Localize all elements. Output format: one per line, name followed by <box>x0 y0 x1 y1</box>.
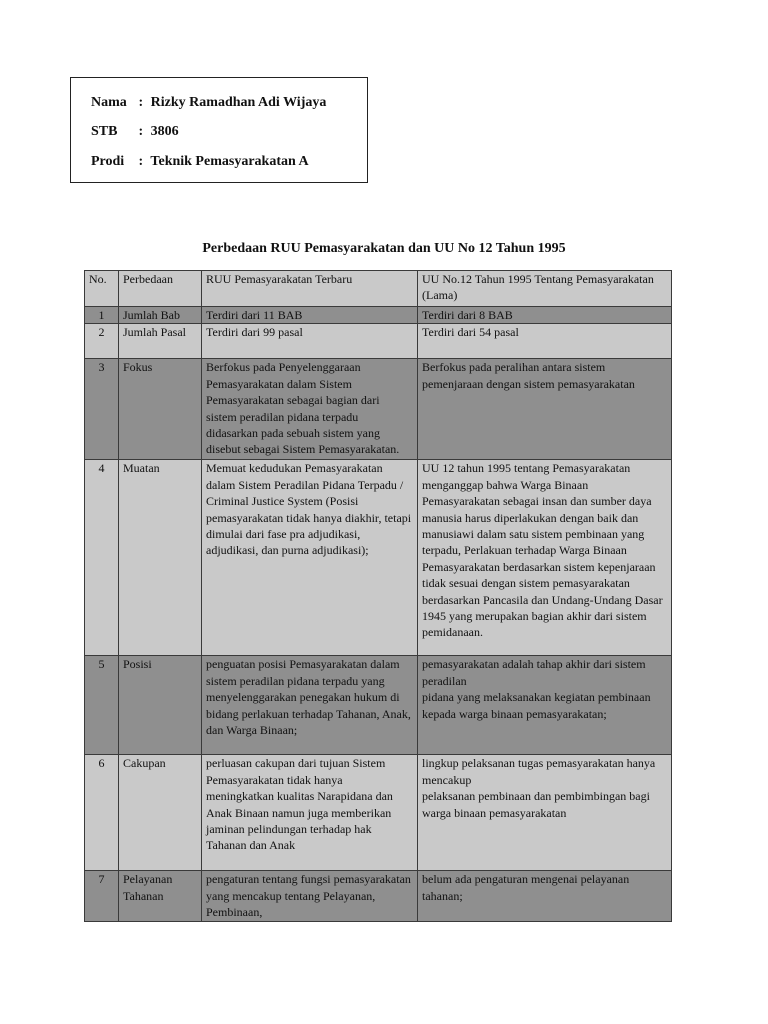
row-perbedaan: Posisi <box>119 656 202 755</box>
row-no: 3 <box>85 359 119 460</box>
row-uu: Terdiri dari 54 pasal <box>418 324 672 359</box>
row-no: 2 <box>85 324 119 359</box>
row-ruu: Memuat kedudukan Pemasyarakatan dalam Sistem Peradilan Pidana Terpadu / Criminal Justice System (Posisi pemasyarakatan tidak hanya diakhir, tetapi dimulai dari fase pra adjudikasi, adjudikasi, dan purna adjudikasi); <box>202 460 418 656</box>
nama-value: Rizky Ramadhan Adi Wijaya <box>150 95 327 110</box>
table-header-row <box>85 271 672 307</box>
table-row <box>85 324 672 359</box>
separator: : <box>138 124 144 139</box>
row-ruu: pengaturan tentang fungsi pemasyarakatan yang mencakup tentang Pelayanan, Pembinaan, <box>202 871 418 922</box>
row-ruu: Terdiri dari 11 BAB <box>202 307 418 324</box>
table-row <box>85 359 672 460</box>
prodi-value: Teknik Pemasyarakatan A <box>150 154 309 169</box>
row-uu: Terdiri dari 8 BAB <box>418 307 672 324</box>
row-perbedaan: Cakupan <box>119 755 202 871</box>
table-row <box>85 460 672 656</box>
row-uu: lingkup pelaksanan tugas pemasyarakatan hanya mencakup pelaksanan pembinaan dan pembimbingan bagi warga binaan pemasyarakatan <box>418 755 672 871</box>
row-uu: pemasyarakatan adalah tahap akhir dari sistem peradilan pidana yang melaksanakan kegiatan pembinaan kepada warga binaan pemasyarakatan; <box>418 656 672 755</box>
stb-value: 3806 <box>150 124 179 139</box>
row-no: 5 <box>85 656 119 755</box>
table-row <box>85 307 672 324</box>
separator: : <box>138 154 144 169</box>
row-ruu: Berfokus pada Penyelenggaraan Pemasyarakatan dalam Sistem Pemasyarakatan sebagai bagian dari sistem peradilan pidana terpadu didasarkan pada sebuah sistem yang disebut sebagai Sistem Pemasyarakatan. <box>202 359 418 460</box>
stb-label: STB <box>91 124 118 139</box>
stb-row <box>91 124 179 140</box>
header-uu: UU No.12 Tahun 1995 Tentang Pemasyarakatan (Lama) <box>418 271 672 307</box>
nama-row <box>91 95 326 111</box>
row-uu: belum ada pengaturan mengenai pelayanan tahanan; <box>418 871 672 922</box>
row-perbedaan: Jumlah Pasal <box>119 324 202 359</box>
row-perbedaan: Fokus <box>119 359 202 460</box>
row-no: 6 <box>85 755 119 871</box>
row-ruu: perluasan cakupan dari tujuan Sistem Pemasyarakatan tidak hanya meningkatkan kualitas Narapidana dan Anak Binaan namun juga memberikan jaminan pelindungan terhadap hak Tahanan dan Anak <box>202 755 418 871</box>
row-perbedaan: Muatan <box>119 460 202 656</box>
header-no: No. <box>85 271 119 307</box>
row-perbedaan: Pelayanan Tahanan <box>119 871 202 922</box>
separator: : <box>138 95 144 110</box>
row-ruu: Terdiri dari 99 pasal <box>202 324 418 359</box>
comparison-table <box>84 270 672 922</box>
student-info-box <box>70 77 368 183</box>
row-uu: Berfokus pada peralihan antara sistem pemenjaraan dengan sistem pemasyarakatan <box>418 359 672 460</box>
document-title: Perbedaan RUU Pemasyarakatan dan UU No 12 Tahun 1995 <box>202 241 566 256</box>
row-no: 7 <box>85 871 119 922</box>
prodi-row <box>91 154 309 170</box>
table-row <box>85 656 672 755</box>
row-uu: UU 12 tahun 1995 tentang Pemasyarakatan menganggap bahwa Warga Binaan Pemasyarakatan sebagai insan dan sumber daya manusia harus diperlakukan dengan baik dan manusiawi dalam satu sistem pembinaan yang terpadu, Perlakuan terhadap Warga Binaan Pemasyarakatan berdasarkan sistem kepenjaraan tidak sesuai dengan sistem pemasyarakatan berdasarkan Pancasila dan Undang-Undang Dasar 1945 yang merupakan bagian akhir dari sistem pemidanaan. <box>418 460 672 656</box>
table-row <box>85 755 672 871</box>
nama-label: Nama <box>91 95 127 110</box>
header-perbedaan: Perbedaan <box>119 271 202 307</box>
row-ruu: penguatan posisi Pemasyarakatan dalam sistem peradilan pidana terpadu yang menyelenggarakan penegakan hukum di bidang perlakuan terhadap Tahanan, Anak, dan Warga Binaan; <box>202 656 418 755</box>
row-perbedaan: Jumlah Bab <box>119 307 202 324</box>
row-no: 4 <box>85 460 119 656</box>
table-row <box>85 871 672 922</box>
prodi-label: Prodi <box>91 154 125 169</box>
header-ruu: RUU Pemasyarakatan Terbaru <box>202 271 418 307</box>
row-no: 1 <box>85 307 119 324</box>
